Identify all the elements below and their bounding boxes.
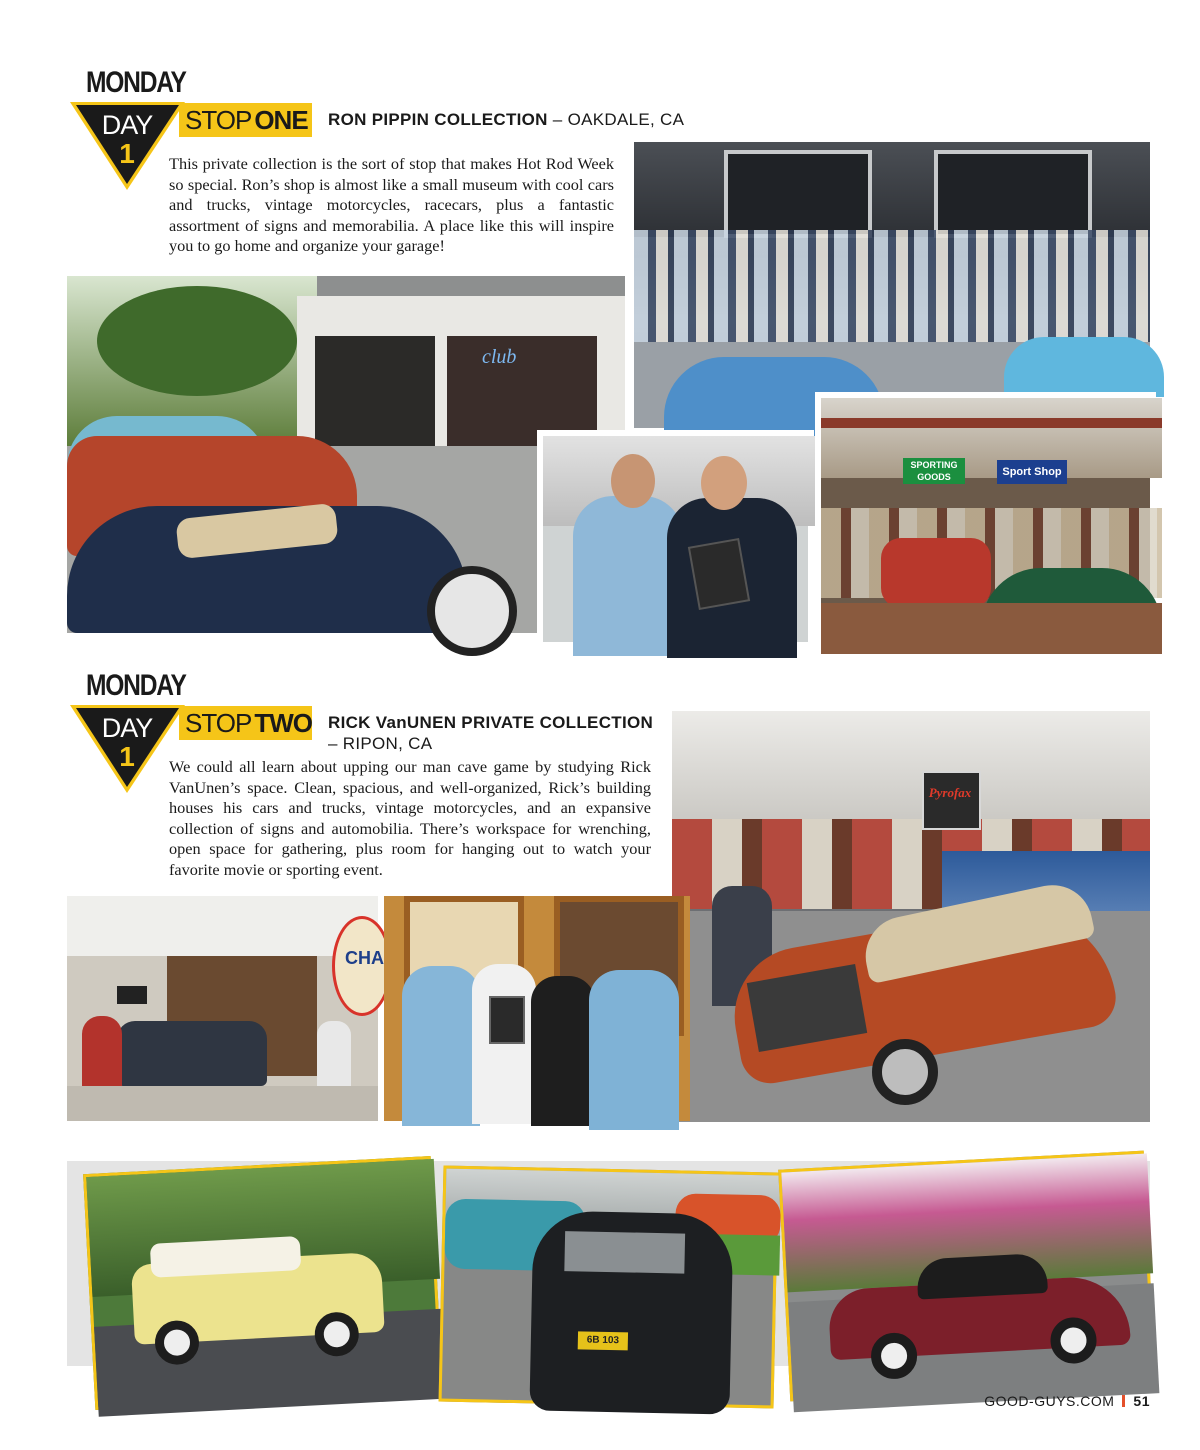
section1-title-location: – OAKDALE, CA (547, 110, 685, 129)
section1-stop-prefix: STOP (185, 105, 252, 135)
section1-title (328, 110, 684, 130)
section2-day-name: MONDAY (86, 669, 186, 702)
license-plate: 6B 103 (578, 1331, 628, 1350)
pyrofax-sign: Pyrofax (928, 785, 972, 800)
section2-stop-prefix: STOP (185, 708, 252, 738)
photo-group-crowd (634, 142, 1150, 428)
section2-title (328, 712, 663, 754)
section1-title-bold: RON PIPPIN COLLECTION (328, 110, 548, 129)
section1-stop-label (179, 103, 312, 137)
photo-red-convertible (778, 1151, 1156, 1402)
section2-stop-word: TWO (254, 708, 312, 738)
photo-yellow-wagon (83, 1156, 443, 1410)
photo-belair-garage (672, 711, 1150, 1122)
footer-divider (1122, 1395, 1125, 1407)
section1-day-word: DAY (101, 110, 153, 140)
section2-day-word: DAY (101, 713, 153, 743)
photo-workshop-truck (67, 896, 384, 1121)
section2-day-number: 1 (119, 741, 135, 772)
sporting-goods-sign: SPORTING GOODS (903, 458, 965, 484)
photo-family-plaque (384, 896, 690, 1121)
section1-day-name: MONDAY (86, 66, 186, 99)
footer-page-number: 51 (1133, 1393, 1150, 1409)
section2-stop-label (179, 706, 312, 740)
section1-body: This private collection is the sort of stop that makes Hot Rod Week so special. Ron’s shop is almost like a small museum with cool cars and trucks, vintage motorcycles, racecars, plus a fantastic assortment of signs and memorabilia. A place like this will inspire you to go home and organize your garage! (169, 154, 614, 255)
page-footer (984, 1393, 1150, 1409)
section2-title-location: – RIPON, CA (328, 734, 433, 753)
sport-shop-sign: Sport Shop (997, 460, 1067, 484)
section2-title-bold: RICK VanUNEN PRIVATE COLLECTION (328, 713, 654, 732)
section2-body: We could all learn about upping our man cave game by studying Rick VanUnen’s space. Clean, spacious, and well-organized, Rick’s building houses his cars and trucks, vintage motorcycles, and an expansive collection of signs and automobilia. There’s workspace for wrenching, open space for gathering, plus room for hanging out to watch your favorite movie or sporting event. (169, 757, 651, 879)
photo-interior-signs (815, 392, 1156, 648)
dependable-sign-text: CHA (345, 948, 384, 968)
section1-day-number: 1 (119, 138, 135, 169)
photo-black-sedan (439, 1166, 779, 1409)
photo-plaque-presentation (537, 430, 814, 648)
footer-site: GOOD-GUYS.COM (984, 1393, 1115, 1409)
club-neon-sign: club (482, 346, 517, 368)
section1-stop-word: ONE (254, 105, 308, 135)
